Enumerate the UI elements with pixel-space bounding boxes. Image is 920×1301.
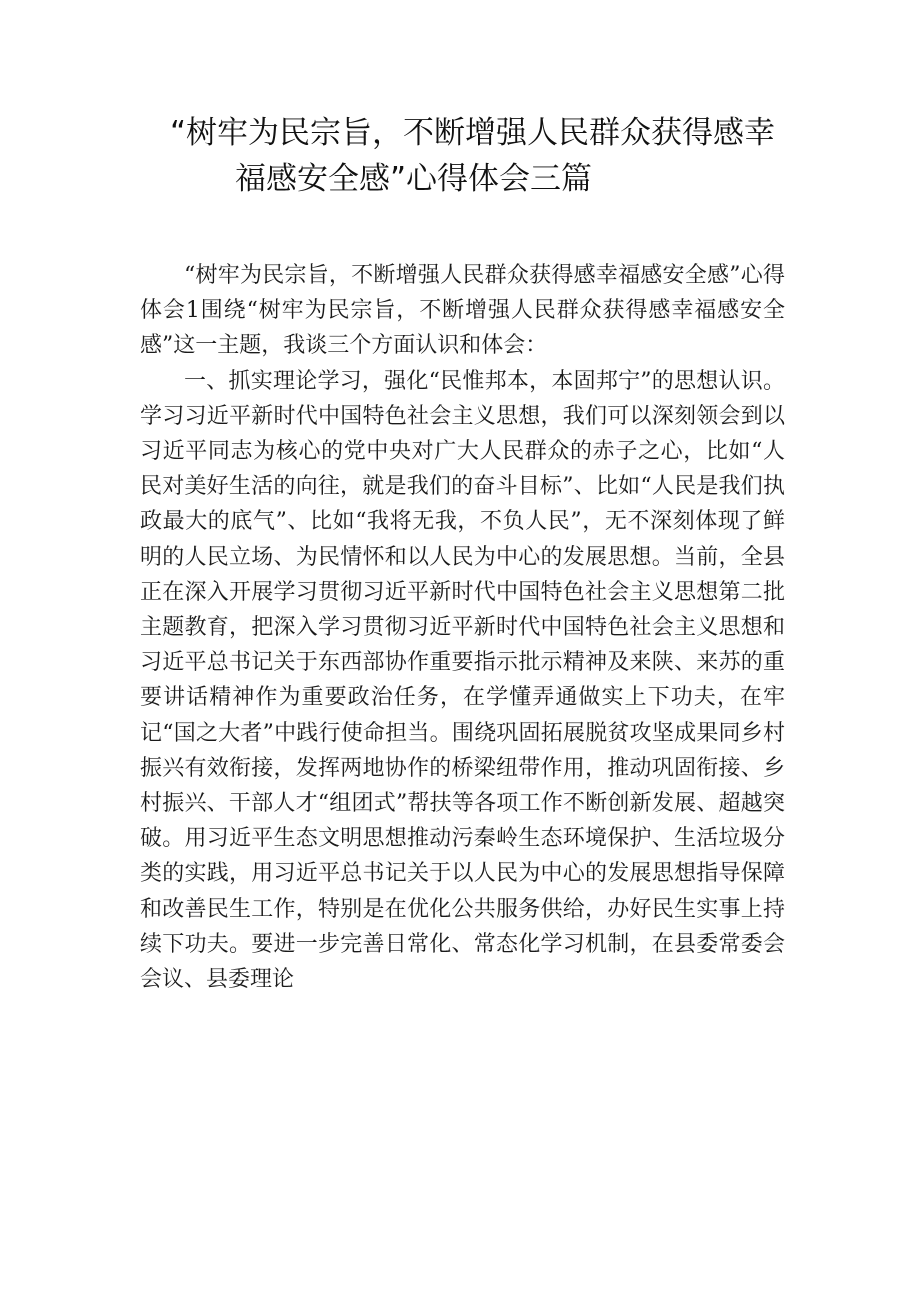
paragraph-intro: “树牢为民宗旨，不断增强人民群众获得感幸福感安全感”心得体会1围绕“树牢为民宗旨，不断增强人民群众获得感幸福感安全感”这一主题，我谈三个方面认识和体会： (140, 263, 785, 359)
title-line-2: 福感安全感”心得体会三篇 (235, 161, 593, 197)
document-title (140, 110, 800, 202)
document-body (140, 258, 785, 997)
title-line-1: “树牢为民宗旨，不断增强人民群众获得感幸 (170, 115, 776, 151)
paragraph-section-1: 一、抓实理论学习，强化“民惟邦本，本固邦宁”的思想认识。学习习近平新时代中国特色社会主义思想，我们可以深刻领会到以习近平同志为核心的党中央对广大人民群众的赤子之心，比如“人民对美好生活的向往，就是我们的奋斗目标”、比如“人民是我们执政最大的底气”、比如“我将无我，不负人民”，无不深刻体现了鲜明的人民立场、为民情怀和以人民为中心的发展思想。当前，全县正在深入开展学习贯彻习近平新时代中国特色社会主义思想第二批主题教育，把深入学习贯彻习近平新时代中国特色社会主义思想和习近平总书记关于东西部协作重要指示批示精神及来陕、来苏的重要讲话精神作为重要政治任务，在学懂弄通做实上下功夫，在牢记“国之大者”中践行使命担当。围绕巩固拓展脱贫攻坚成果同乡村振兴有效衔接，发挥两地协作的桥梁纽带作用，推动巩固衔接、乡村振兴、干部人才“组团式”帮扶等各项工作不断创新发展、超越突破。用习近平生态文明思想推动污秦岭生态环境保护、生活垃圾分类的实践，用习近平总书记关于以人民为中心的发展思想指导保障和改善民生工作，特别是在优化公共服务供给，办好民生实事上持续下功夫。要进一步完善日常化、常态化学习机制，在县委常委会会议、县委理论 (140, 368, 785, 993)
